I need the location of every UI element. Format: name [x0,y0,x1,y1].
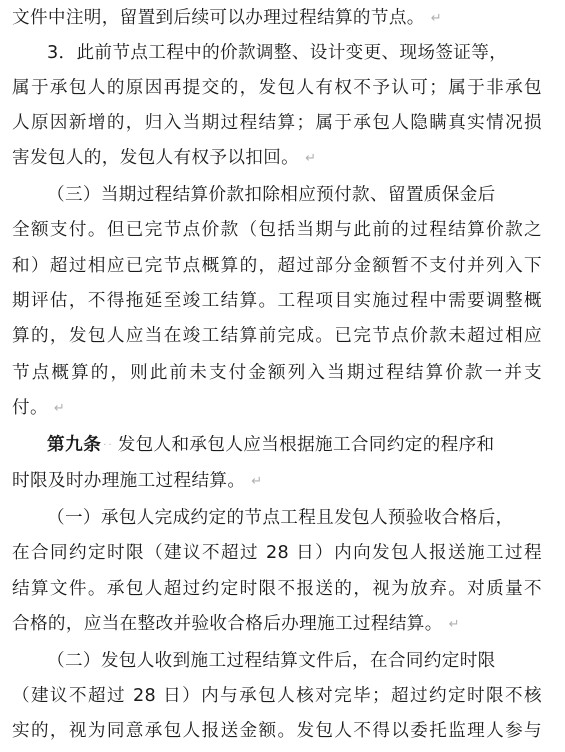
text-line: 3．此前节点工程中的价款调整、设计变更、现场签证等， [47,43,508,63]
paragraph-mark-icon: ↵ [305,151,317,166]
text-line: （建议不超过 28 日）内与承包人核对完毕；超过约定时限不核 [12,686,542,706]
paragraph-mark-icon: ↵ [251,474,263,489]
text-line: 付。 ↵ [12,398,66,418]
text-line: 全额支付。但已完节点价款（包括当期与此前的过程结算价款之 [12,220,542,240]
paragraph-mark-icon: ↵ [430,11,442,26]
paragraph-mark-icon: ↵ [53,401,66,416]
text-line: 实的，视为同意承包人报送金额。发包人不得以委托监理人参与 [12,721,542,741]
separator-dots: ·· [103,440,114,451]
text-line: 文件中注明，留置到后续可以办理过程结算的节点。 ↵ [12,8,442,28]
paragraph-mark-icon: ↵ [448,617,460,632]
text-line: 时限及时办理施工过程结算。 ↵ [12,471,263,491]
text-line: （一）承包人完成约定的节点工程且发包人预验收合格后， [47,508,514,528]
text-line: 节点概算的，则此前未支付金额列入当期过程结算价款一并支 [12,363,542,383]
text-line: （二）发包人收到施工过程结算文件后，在合同约定时限 [47,651,496,671]
text-line: 合格的，应当在整改并验收合格后办理施工过程结算。 ↵ [12,614,460,634]
article-number: 第九条 [47,435,102,455]
text-line: 算的，发包人应当在竣工结算前完成。已完节点价款未超过相应 [12,326,542,346]
text-line: 人原因新增的，归入当期过程结算；属于承包人隐瞒真实情况损 [12,113,542,133]
text-line: 属于承包人的原因再提交的，发包人有权不予认可；属于非承包 [12,78,542,98]
text-line: 和）超过相应已完节点概算的，超过部分金额暂不支付并列入下 [12,256,542,276]
text-line: 在合同约定时限（建议不超过 28 日）内向发包人报送施工过程 [12,543,542,563]
article-text: 发包人和承包人应当根据施工合同约定的程序和 [117,435,495,455]
text-line: 结算文件。承包人超过约定时限不报送的，视为放弃。对质量不 [12,579,542,599]
text-line: （三）当期过程结算价款扣除相应预付款、留置质保金后 [47,185,496,205]
text-line: 害发包人的，发包人有权予以扣回。 ↵ [12,148,317,168]
article-heading-line [12,427,542,463]
text-line: 期评估，不得拖延至竣工结算。工程项目实施过程中需要调整概 [12,291,542,311]
